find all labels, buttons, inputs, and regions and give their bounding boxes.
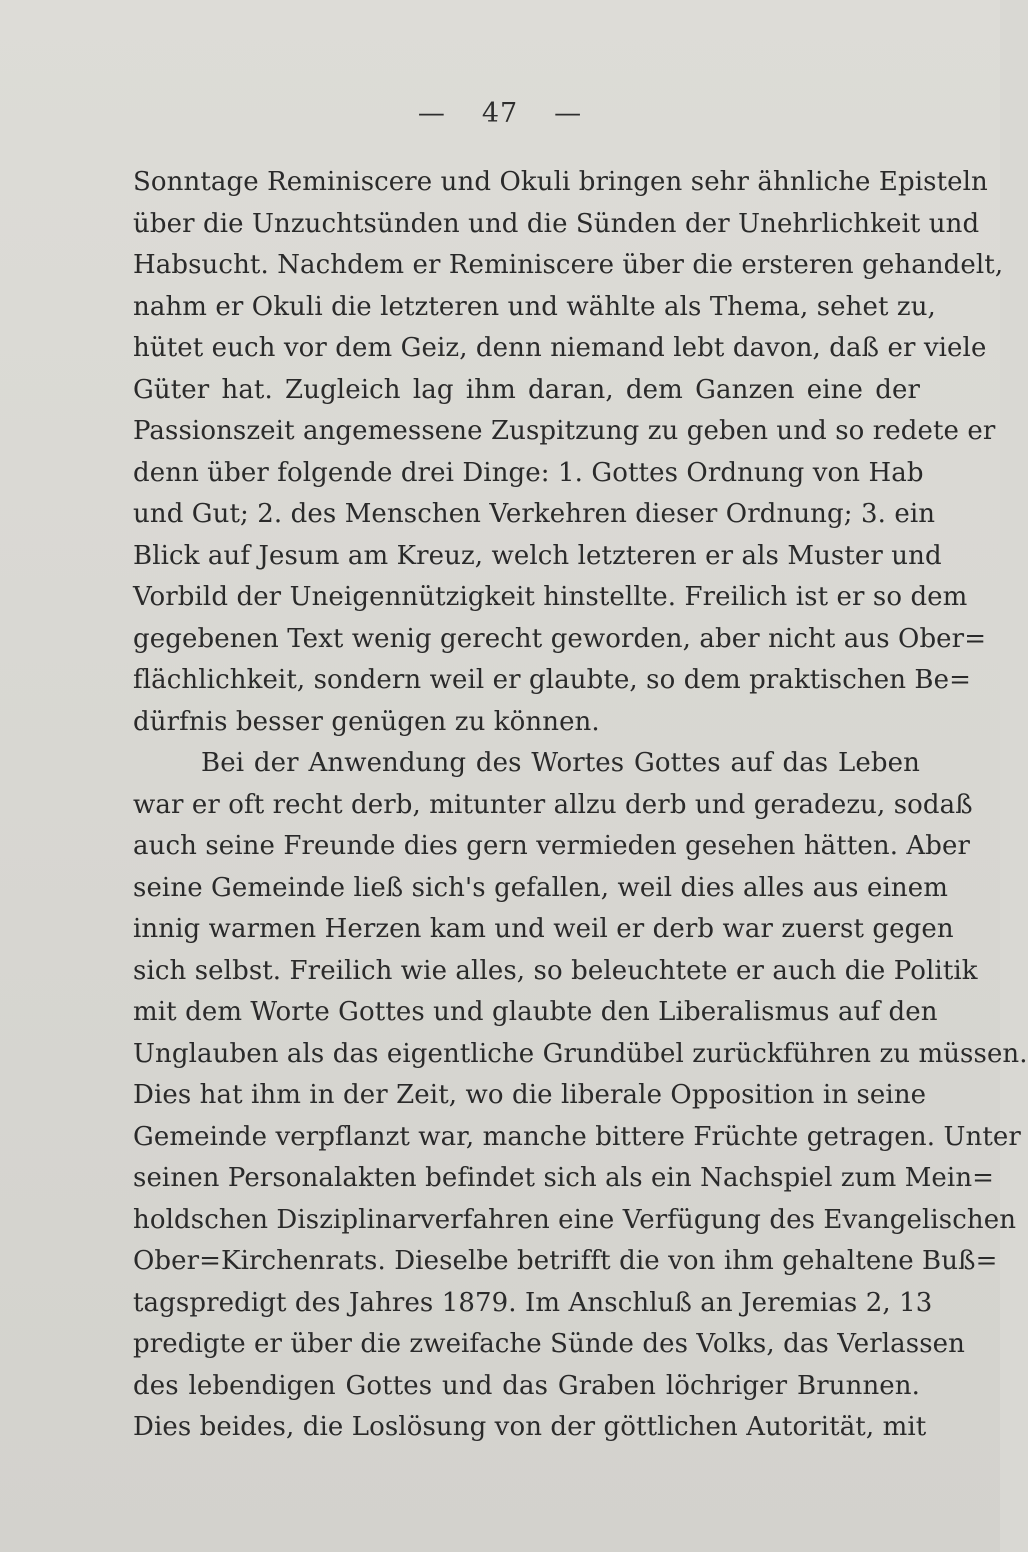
text-line: Güter hat. Zugleich lag ihm daran, dem Ganzen eine der <box>133 374 920 405</box>
text-line: seine Gemeinde ließ sich's gefallen, weil dies alles aus einem <box>133 872 948 903</box>
text-line: flächlichkeit, sondern weil er glaubte, so dem praktischen Be= <box>133 665 971 695</box>
text-line: Sonntage Reminiscere und Okuli bringen sehr ähnliche Episteln <box>133 167 988 197</box>
text-line: seinen Personalakten befindet sich als ein Nachspiel zum Mein= <box>133 1163 995 1193</box>
text-line: über die Unzuchtsünden und die Sünden der Unehrlichkeit und <box>133 208 980 239</box>
text-line: und Gut; 2. des Menschen Verkehren dieser Ordnung; 3. ein <box>133 499 936 529</box>
text-line: mit dem Worte Gottes und glaubte den Liberalismus auf den <box>133 997 938 1027</box>
paragraph-2 <box>133 743 1028 1449</box>
text-line: Gemeinde verpflanzt war, manche bittere Früchte getragen. Unter <box>133 1121 1021 1152</box>
text-line: Passionszeit angemessene Zuspitzung zu geben und so redete er <box>133 416 996 446</box>
text-line: tagspredigt des Jahres 1879. Im Anschluß an Jeremias 2, 13 <box>133 1287 933 1318</box>
text-line: denn über folgende drei Dinge: 1. Gottes Ordnung von Hab <box>133 457 924 488</box>
text-line: dürfnis besser genügen zu können. <box>133 706 600 737</box>
text-line: hütet euch vor dem Geiz, denn niemand lebt davon, daß er viele <box>133 333 987 363</box>
text-line: des lebendigen Gottes und das Graben löchriger Brunnen. <box>133 1370 920 1401</box>
text-line: Vorbild der Uneigennützigkeit hinstellte. Freilich ist er so dem <box>133 582 968 612</box>
text-line: war er oft recht derb, mitunter allzu derb und geradezu, sodaß <box>133 789 973 820</box>
page-number: 47 <box>481 98 519 129</box>
text-line: nahm er Okuli die letzteren und wählte als Thema, sehet zu, <box>133 291 936 322</box>
text-line: sich selbst. Freilich wie alles, so beleuchtete er auch die Politik <box>133 955 978 986</box>
text-line: predigte er über die zweifache Sünde des Volks, das Verlassen <box>133 1329 965 1359</box>
text-line: Bei der Anwendung des Wortes Gottes auf das Leben <box>201 748 920 778</box>
text-line: Unglauben als das eigentliche Grundübel zurückführen zu müssen. <box>133 1038 1028 1069</box>
text-line: Ober=Kirchenrats. Dieselbe betrifft die von ihm gehaltene Buß= <box>133 1246 998 1276</box>
text-line: Habsucht. Nachdem er Reminiscere über die ersteren gehandelt, <box>133 250 1004 280</box>
text-line: Blick auf Jesum am Kreuz, welch letzteren er als Muster und <box>133 540 942 571</box>
paragraph-1 <box>133 162 1004 743</box>
text-line: holdschen Disziplinarverfahren eine Verfügung des Evangelischen <box>133 1204 1017 1235</box>
text-line: Dies hat ihm in der Zeit, wo die liberale Opposition in seine <box>133 1080 927 1110</box>
page-number-dash-left: — <box>417 98 446 129</box>
text-line: auch seine Freunde dies gern vermieden gesehen hätten. Aber <box>133 831 971 861</box>
text-line: innig warmen Herzen kam und weil er derb war zuerst gegen <box>133 914 954 944</box>
text-line: gegebenen Text wenig gerecht geworden, aber nicht aus Ober= <box>133 623 987 654</box>
page-number-header <box>0 98 1000 129</box>
body-text <box>133 162 1028 1449</box>
text-line: Dies beides, die Loslösung von der göttlichen Autorität, mit <box>133 1412 927 1442</box>
page-number-dash-right: — <box>554 98 583 129</box>
